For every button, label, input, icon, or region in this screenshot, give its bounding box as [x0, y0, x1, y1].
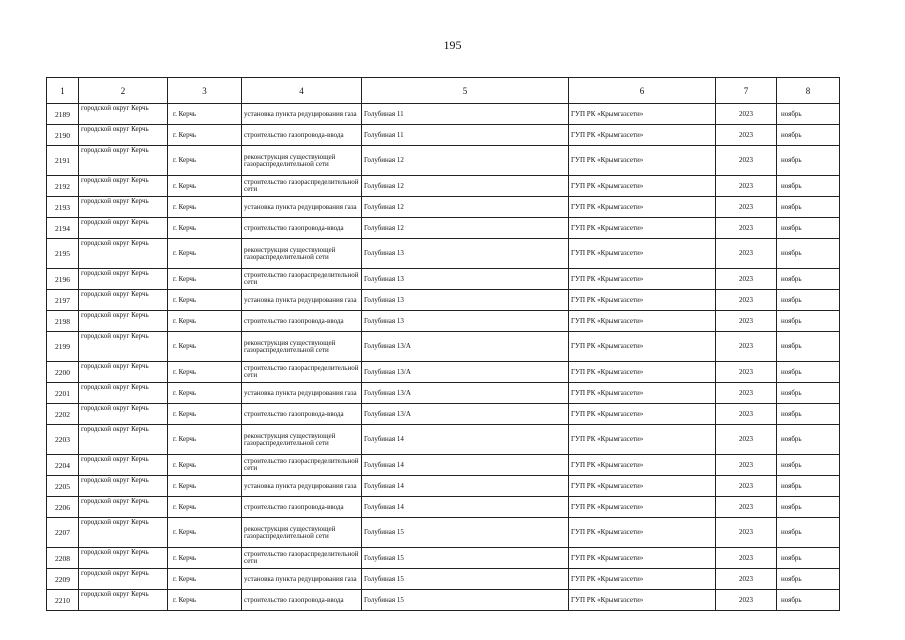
column-header: 6 — [569, 78, 716, 104]
city-cell: г. Керчь — [168, 104, 242, 125]
month-cell: ноябрь — [777, 146, 840, 176]
year-cell: 2023 — [716, 332, 777, 362]
column-header: 7 — [716, 78, 777, 104]
district-cell: городской округ Керчь — [79, 311, 168, 332]
work-type-cell: установка пункта редуцирования газа — [242, 569, 362, 590]
organization-cell: ГУП РК «Крымгазсети» — [569, 218, 716, 239]
column-header: 3 — [168, 78, 242, 104]
city-cell: г. Керчь — [168, 218, 242, 239]
address-cell: Голубиная 14 — [362, 455, 569, 476]
row-number: 2210 — [47, 590, 79, 611]
district-cell: городской округ Керчь — [79, 218, 168, 239]
district-cell: городской округ Керчь — [79, 383, 168, 404]
month-cell: ноябрь — [777, 518, 840, 548]
organization-cell: ГУП РК «Крымгазсети» — [569, 455, 716, 476]
table-row — [47, 197, 840, 218]
work-type-cell: строительство газопровода-ввода — [242, 311, 362, 332]
organization-cell: ГУП РК «Крымгазсети» — [569, 383, 716, 404]
year-cell: 2023 — [716, 425, 777, 455]
table-row — [47, 518, 840, 548]
district-cell: городской округ Керчь — [79, 497, 168, 518]
address-cell: Голубиная 12 — [362, 218, 569, 239]
column-header: 4 — [242, 78, 362, 104]
table-header-row — [47, 78, 840, 104]
month-cell: ноябрь — [777, 290, 840, 311]
address-cell: Голубиная 14 — [362, 425, 569, 455]
page-number: 195 — [443, 38, 462, 52]
work-type-cell: установка пункта редуцирования газа — [242, 104, 362, 125]
row-number: 2196 — [47, 269, 79, 290]
row-number: 2199 — [47, 332, 79, 362]
organization-cell: ГУП РК «Крымгазсети» — [569, 569, 716, 590]
row-number: 2198 — [47, 311, 79, 332]
table-body — [47, 104, 840, 611]
row-number: 2192 — [47, 176, 79, 197]
district-cell: городской округ Керчь — [79, 569, 168, 590]
column-header: 1 — [47, 78, 79, 104]
table-row — [47, 218, 840, 239]
district-cell: городской округ Керчь — [79, 455, 168, 476]
work-type-cell: установка пункта редуцирования газа — [242, 476, 362, 497]
work-type-cell: реконструкция существующей газораспределительной сети — [242, 332, 362, 362]
month-cell: ноябрь — [777, 476, 840, 497]
address-cell: Голубиная 13/А — [362, 404, 569, 425]
year-cell: 2023 — [716, 455, 777, 476]
work-type-cell: строительство газораспределительной сети — [242, 548, 362, 569]
organization-cell: ГУП РК «Крымгазсети» — [569, 239, 716, 269]
address-cell: Голубиная 12 — [362, 197, 569, 218]
year-cell: 2023 — [716, 476, 777, 497]
work-type-cell: реконструкция существующей газораспределительной сети — [242, 146, 362, 176]
organization-cell: ГУП РК «Крымгазсети» — [569, 125, 716, 146]
row-number: 2201 — [47, 383, 79, 404]
district-cell: городской округ Керчь — [79, 290, 168, 311]
year-cell: 2023 — [716, 383, 777, 404]
address-cell: Голубиная 13 — [362, 311, 569, 332]
city-cell: г. Керчь — [168, 425, 242, 455]
month-cell: ноябрь — [777, 569, 840, 590]
city-cell: г. Керчь — [168, 455, 242, 476]
work-type-cell: строительство газопровода-ввода — [242, 404, 362, 425]
work-type-cell: строительство газопровода-ввода — [242, 590, 362, 611]
month-cell: ноябрь — [777, 104, 840, 125]
year-cell: 2023 — [716, 125, 777, 146]
row-number: 2202 — [47, 404, 79, 425]
table-row — [47, 548, 840, 569]
district-cell: городской округ Керчь — [79, 332, 168, 362]
year-cell: 2023 — [716, 218, 777, 239]
address-cell: Голубиная 11 — [362, 104, 569, 125]
row-number: 2194 — [47, 218, 79, 239]
city-cell: г. Керчь — [168, 125, 242, 146]
work-type-cell: реконструкция существующей газораспределительной сети — [242, 425, 362, 455]
year-cell: 2023 — [716, 590, 777, 611]
district-cell: городской округ Керчь — [79, 176, 168, 197]
column-header: 5 — [362, 78, 569, 104]
work-type-cell: установка пункта редуцирования газа — [242, 197, 362, 218]
address-cell: Голубиная 12 — [362, 146, 569, 176]
city-cell: г. Керчь — [168, 518, 242, 548]
month-cell: ноябрь — [777, 176, 840, 197]
year-cell: 2023 — [716, 269, 777, 290]
district-cell: городской округ Керчь — [79, 239, 168, 269]
address-cell: Голубиная 13/А — [362, 332, 569, 362]
row-number: 2207 — [47, 518, 79, 548]
year-cell: 2023 — [716, 362, 777, 383]
organization-cell: ГУП РК «Крымгазсети» — [569, 197, 716, 218]
district-cell: городской округ Керчь — [79, 362, 168, 383]
row-number: 2200 — [47, 362, 79, 383]
address-cell: Голубиная 11 — [362, 125, 569, 146]
organization-cell: ГУП РК «Крымгазсети» — [569, 425, 716, 455]
work-type-cell: строительство газораспределительной сети — [242, 362, 362, 383]
city-cell: г. Керчь — [168, 590, 242, 611]
address-cell: Голубиная 13/А — [362, 362, 569, 383]
address-cell: Голубиная 14 — [362, 497, 569, 518]
organization-cell: ГУП РК «Крымгазсети» — [569, 146, 716, 176]
month-cell: ноябрь — [777, 362, 840, 383]
row-number: 2204 — [47, 455, 79, 476]
district-cell: городской округ Керчь — [79, 476, 168, 497]
row-number: 2197 — [47, 290, 79, 311]
work-type-cell: строительство газопровода-ввода — [242, 497, 362, 518]
year-cell: 2023 — [716, 290, 777, 311]
table-row — [47, 455, 840, 476]
organization-cell: ГУП РК «Крымгазсети» — [569, 290, 716, 311]
organization-cell: ГУП РК «Крымгазсети» — [569, 269, 716, 290]
row-number: 2190 — [47, 125, 79, 146]
city-cell: г. Керчь — [168, 548, 242, 569]
organization-cell: ГУП РК «Крымгазсети» — [569, 404, 716, 425]
district-cell: городской округ Керчь — [79, 425, 168, 455]
table-row — [47, 125, 840, 146]
table-row — [47, 590, 840, 611]
work-type-cell: строительство газопровода-ввода — [242, 125, 362, 146]
address-cell: Голубиная 15 — [362, 518, 569, 548]
organization-cell: ГУП РК «Крымгазсети» — [569, 176, 716, 197]
district-cell: городской округ Керчь — [79, 590, 168, 611]
address-cell: Голубиная 13 — [362, 269, 569, 290]
organization-cell: ГУП РК «Крымгазсети» — [569, 104, 716, 125]
month-cell: ноябрь — [777, 125, 840, 146]
district-cell: городской округ Керчь — [79, 125, 168, 146]
row-number: 2208 — [47, 548, 79, 569]
district-cell: городской округ Керчь — [79, 197, 168, 218]
organization-cell: ГУП РК «Крымгазсети» — [569, 476, 716, 497]
month-cell: ноябрь — [777, 197, 840, 218]
month-cell: ноябрь — [777, 425, 840, 455]
address-cell: Голубиная 13 — [362, 239, 569, 269]
row-number: 2206 — [47, 497, 79, 518]
month-cell: ноябрь — [777, 218, 840, 239]
organization-cell: ГУП РК «Крымгазсети» — [569, 311, 716, 332]
row-number: 2205 — [47, 476, 79, 497]
month-cell: ноябрь — [777, 383, 840, 404]
address-cell: Голубиная 15 — [362, 590, 569, 611]
year-cell: 2023 — [716, 146, 777, 176]
city-cell: г. Керчь — [168, 383, 242, 404]
district-cell: городской округ Керчь — [79, 146, 168, 176]
column-header: 2 — [79, 78, 168, 104]
row-number: 2191 — [47, 146, 79, 176]
month-cell: ноябрь — [777, 497, 840, 518]
work-type-cell: строительство газораспределительной сети — [242, 176, 362, 197]
district-cell: городской округ Керчь — [79, 404, 168, 425]
city-cell: г. Керчь — [168, 146, 242, 176]
address-cell: Голубиная 14 — [362, 476, 569, 497]
organization-cell: ГУП РК «Крымгазсети» — [569, 590, 716, 611]
city-cell: г. Керчь — [168, 290, 242, 311]
table-row — [47, 497, 840, 518]
table-row — [47, 383, 840, 404]
year-cell: 2023 — [716, 497, 777, 518]
year-cell: 2023 — [716, 404, 777, 425]
column-header: 8 — [777, 78, 840, 104]
month-cell: ноябрь — [777, 590, 840, 611]
table-row — [47, 239, 840, 269]
city-cell: г. Керчь — [168, 311, 242, 332]
month-cell: ноябрь — [777, 269, 840, 290]
row-number: 2189 — [47, 104, 79, 125]
city-cell: г. Керчь — [168, 332, 242, 362]
year-cell: 2023 — [716, 176, 777, 197]
district-cell: городской округ Керчь — [79, 104, 168, 125]
gasification-schedule-table — [46, 77, 840, 611]
city-cell: г. Керчь — [168, 404, 242, 425]
table-row — [47, 362, 840, 383]
year-cell: 2023 — [716, 197, 777, 218]
month-cell: ноябрь — [777, 455, 840, 476]
month-cell: ноябрь — [777, 239, 840, 269]
work-type-cell: установка пункта редуцирования газа — [242, 290, 362, 311]
year-cell: 2023 — [716, 518, 777, 548]
month-cell: ноябрь — [777, 548, 840, 569]
city-cell: г. Керчь — [168, 569, 242, 590]
table-row — [47, 569, 840, 590]
district-cell: городской округ Керчь — [79, 548, 168, 569]
table-row — [47, 311, 840, 332]
work-type-cell: строительство газораспределительной сети — [242, 455, 362, 476]
address-cell: Голубиная 15 — [362, 548, 569, 569]
table-row — [47, 476, 840, 497]
month-cell: ноябрь — [777, 332, 840, 362]
city-cell: г. Керчь — [168, 197, 242, 218]
year-cell: 2023 — [716, 104, 777, 125]
work-type-cell: реконструкция существующей газораспределительной сети — [242, 518, 362, 548]
address-cell: Голубиная 12 — [362, 176, 569, 197]
table-row — [47, 290, 840, 311]
city-cell: г. Керчь — [168, 476, 242, 497]
table-row — [47, 146, 840, 176]
table-row — [47, 425, 840, 455]
table-row — [47, 176, 840, 197]
district-cell: городской округ Керчь — [79, 269, 168, 290]
address-cell: Голубиная 13/А — [362, 383, 569, 404]
month-cell: ноябрь — [777, 311, 840, 332]
year-cell: 2023 — [716, 239, 777, 269]
work-type-cell: установка пункта редуцирования газа — [242, 383, 362, 404]
district-cell: городской округ Керчь — [79, 518, 168, 548]
organization-cell: ГУП РК «Крымгазсети» — [569, 497, 716, 518]
row-number: 2195 — [47, 239, 79, 269]
address-cell: Голубиная 15 — [362, 569, 569, 590]
year-cell: 2023 — [716, 548, 777, 569]
table-row — [47, 269, 840, 290]
work-type-cell: строительство газораспределительной сети — [242, 269, 362, 290]
table-row — [47, 332, 840, 362]
year-cell: 2023 — [716, 569, 777, 590]
city-cell: г. Керчь — [168, 176, 242, 197]
city-cell: г. Керчь — [168, 497, 242, 518]
city-cell: г. Керчь — [168, 269, 242, 290]
organization-cell: ГУП РК «Крымгазсети» — [569, 548, 716, 569]
work-type-cell: строительство газопровода-ввода — [242, 218, 362, 239]
table-row — [47, 404, 840, 425]
table-row — [47, 104, 840, 125]
row-number: 2203 — [47, 425, 79, 455]
month-cell: ноябрь — [777, 404, 840, 425]
row-number: 2193 — [47, 197, 79, 218]
year-cell: 2023 — [716, 311, 777, 332]
city-cell: г. Керчь — [168, 239, 242, 269]
row-number: 2209 — [47, 569, 79, 590]
city-cell: г. Керчь — [168, 362, 242, 383]
organization-cell: ГУП РК «Крымгазсети» — [569, 362, 716, 383]
organization-cell: ГУП РК «Крымгазсети» — [569, 332, 716, 362]
work-type-cell: реконструкция существующей газораспределительной сети — [242, 239, 362, 269]
organization-cell: ГУП РК «Крымгазсети» — [569, 518, 716, 548]
address-cell: Голубиная 13 — [362, 290, 569, 311]
